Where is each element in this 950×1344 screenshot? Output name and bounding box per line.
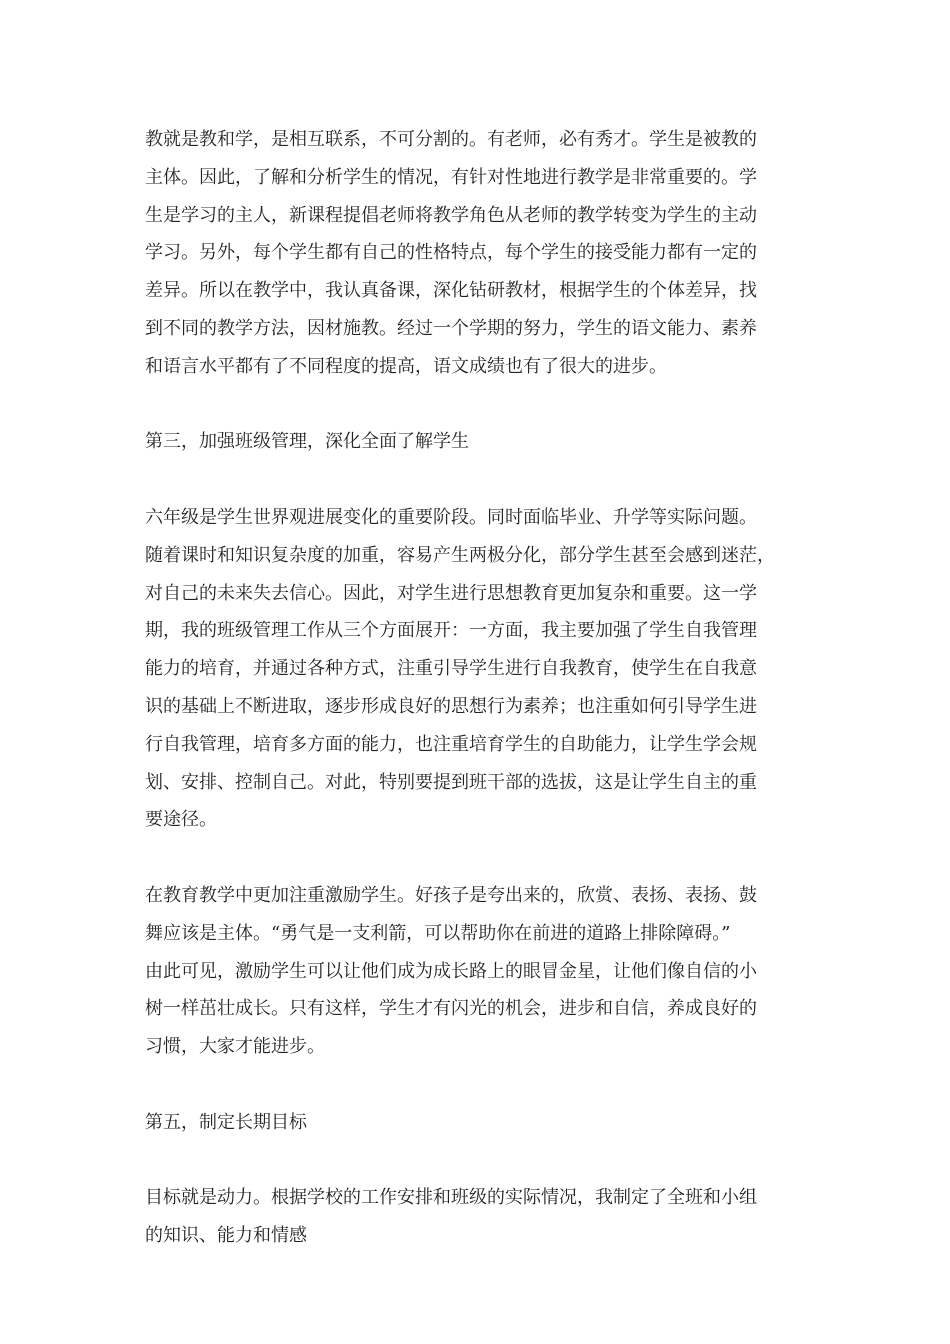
text-line: 习惯，大家才能进步。 xyxy=(145,1036,325,1058)
text-line: 差异。所以在教学中，我认真备课，深化钻研教材，根据学生的个体差异，找 xyxy=(145,280,757,302)
text-line: 行自我管理，培育多方面的能力，也注重培育学生的自助能力，让学生学会规 xyxy=(145,733,757,755)
text-line: 舞应该是主体。“勇气是一支利箭，可以帮助你在前进的道路上排除障碍。” xyxy=(145,922,731,944)
text-line: 对自己的未来失去信心。因此，对学生进行思想教育更加复杂和重要。这一学 xyxy=(145,582,757,604)
paragraph-encouragement xyxy=(145,877,810,1066)
text-line: 在教育教学中更加注重激励学生。好孩子是夸出来的，欣赏、表扬、表扬、鼓 xyxy=(145,884,757,906)
heading-third xyxy=(145,423,810,461)
text-line: 随着课时和知识复杂度的加重，容易产生两极分化，部分学生甚至会感到迷茫， xyxy=(145,544,775,566)
text-line: 树一样茁壮成长。只有这样，学生才有闪光的机会，进步和自信，养成良好的 xyxy=(145,998,757,1020)
text-line: 能力的培育，并通过各种方式，注重引导学生进行自我教育，使学生在自我意 xyxy=(145,658,757,680)
document-body xyxy=(145,121,810,1255)
text-line: 由此可见，激励学生可以让他们成为成长路上的眼冒金星，让他们像自信的小 xyxy=(145,960,757,982)
paragraph-spacer xyxy=(145,1066,810,1104)
text-line: 的知识、能力和情感 xyxy=(145,1225,307,1247)
text-line: 六年级是学生世界观进展变化的重要阶段。同时面临毕业、升学等实际问题。 xyxy=(145,506,757,528)
text-line: 要途径。 xyxy=(145,809,217,831)
text-line: 到不同的教学方法，因材施教。经过一个学期的努力，学生的语文能力、素养 xyxy=(145,317,757,339)
text-line: 主体。因此，了解和分析学生的情况，有针对性地进行教学是非常重要的。学 xyxy=(145,166,757,188)
paragraph-spacer xyxy=(145,461,810,499)
paragraph-goals xyxy=(145,1179,810,1255)
text-line: 期，我的班级管理工作从三个方面展开：一方面，我主要加强了学生自我管理 xyxy=(145,620,757,642)
paragraph-spacer xyxy=(145,1142,810,1180)
text-line: 目标就是动力。根据学校的工作安排和班级的实际情况，我制定了全班和小组 xyxy=(145,1187,757,1209)
text-line: 生是学习的主人，新课程提倡老师将教学角色从老师的教学转变为学生的主动 xyxy=(145,204,757,226)
text-line: 识的基础上不断进取，逐步形成良好的思想行为素养；也注重如何引导学生进 xyxy=(145,695,757,717)
paragraph-teaching xyxy=(145,121,810,386)
section-heading: 第三，加强班级管理，深化全面了解学生 xyxy=(145,431,469,453)
text-line: 划、安排、控制自己。对此，特别要提到班干部的选拔，这是让学生自主的重 xyxy=(145,771,757,793)
paragraph-spacer xyxy=(145,839,810,877)
paragraph-spacer xyxy=(145,386,810,424)
text-line: 和语言水平都有了不同程度的提高，语文成绩也有了很大的进步。 xyxy=(145,355,667,377)
section-heading: 第五，制定长期目标 xyxy=(145,1111,307,1133)
text-line: 学习。另外，每个学生都有自己的性格特点，每个学生的接受能力都有一定的 xyxy=(145,242,757,264)
heading-fifth xyxy=(145,1104,810,1142)
paragraph-class-management xyxy=(145,499,810,839)
text-line: 教就是教和学，是相互联系，不可分割的。有老师，必有秀才。学生是被教的 xyxy=(145,129,757,150)
